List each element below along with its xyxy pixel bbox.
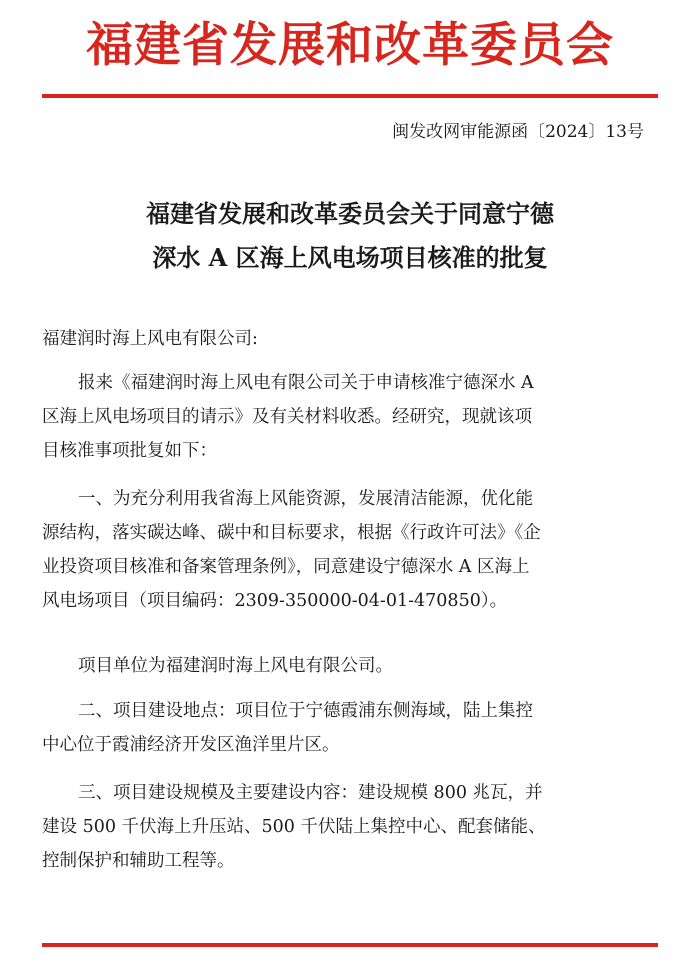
organization-header: 福建省发展和改革委员会 [86, 18, 614, 73]
paragraph-approval [42, 482, 652, 618]
paragraph-line: 风电场项目（项目编码：2309-350000-04-01-470850）。 [42, 591, 508, 611]
paragraph-line: 业投资项目核准和备案管理条例》，同意建设宁德深水 A 区海上 [42, 557, 530, 577]
paragraph-line: 区海上风电场项目的请示》及有关材料收悉。经研究，现就该项 [42, 407, 532, 427]
paragraph-line: 三、项目建设规模及主要建设内容：建设规模 800 兆瓦，并 [78, 783, 543, 803]
salutation-text: 福建润时海上风电有限公司: [42, 329, 258, 349]
paragraph-line: 项目单位为福建润时海上风电有限公司。 [78, 656, 393, 676]
document-title-line-1: 福建省发展和改革委员会关于同意宁德 [146, 199, 554, 228]
footer-red-rule [42, 943, 658, 947]
paragraph-line: 中心位于霞浦经济开发区渔洋里片区。 [42, 735, 340, 755]
paragraph-line: 源结构，落实碳达峰、碳中和目标要求，根据《行政许可法》《企 [42, 523, 541, 543]
header-red-rule [42, 94, 658, 98]
paragraph-line: 目核准事项批复如下： [42, 441, 217, 461]
paragraph-line: 控制保护和辅助工程等。 [42, 851, 235, 871]
paragraph-project-scale [42, 776, 652, 878]
paragraph-project-location [42, 694, 652, 762]
document-title-line-2: 深水 A 区海上风电场项目核准的批复 [152, 243, 548, 272]
paragraph-line: 二、项目建设地点：项目位于宁德霞浦东侧海域，陆上集控 [78, 701, 533, 721]
document-number: 闽发改网审能源函〔2024〕13号 [392, 122, 644, 142]
salutation [42, 322, 652, 356]
paragraph-request-received [42, 366, 652, 468]
paragraph-project-unit [42, 649, 652, 683]
paragraph-line: 一、为充分利用我省海上风能资源，发展清洁能源，优化能 [78, 489, 533, 509]
paragraph-line: 建设 500 千伏海上升压站、500 千伏陆上集控中心、配套储能、 [42, 817, 546, 837]
paragraph-line: 报来《福建润时海上风电有限公司关于申请核准宁德深水 A [78, 373, 534, 393]
